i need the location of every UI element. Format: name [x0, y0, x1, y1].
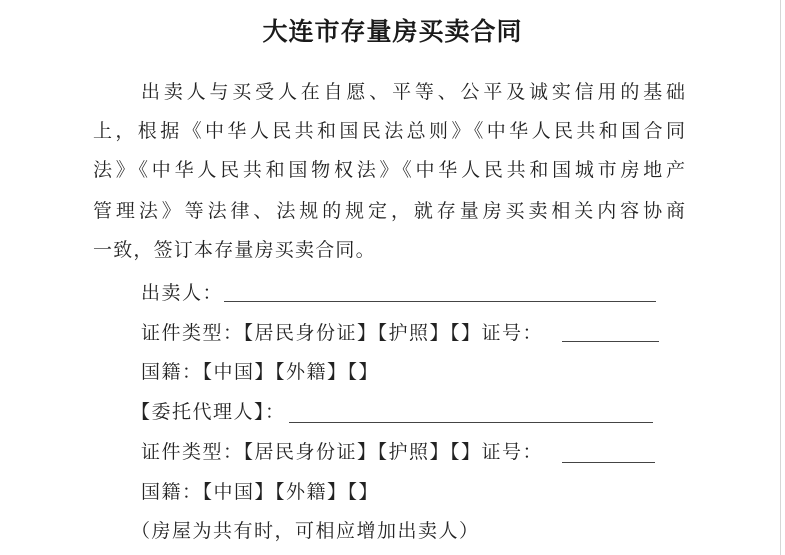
paragraph-line-3: 法》《中华人民共和国物权法》《中华人民共和国城市房地产 — [93, 159, 685, 181]
seller-nationality-line: 国籍：【中国】【外籍】【】 — [141, 361, 380, 383]
agent-label: 【委托代理人】： — [131, 401, 286, 423]
seller-label: 出卖人： — [141, 282, 224, 304]
co-ownership-note: （房屋为共有时，可相应增加出卖人） — [131, 520, 480, 542]
seller-name-blank[interactable] — [224, 301, 656, 302]
paragraph-line-2: 上，根据《中华人民共和国民法总则》《中华人民共和国合同 — [93, 120, 685, 142]
seller-id-type-line: 证件类型：【居民身份证】【护照】【】证号： — [141, 322, 544, 344]
agent-nationality-line: 国籍：【中国】【外籍】【】 — [141, 481, 380, 503]
page-edge — [780, 0, 781, 555]
seller-id-number-blank[interactable] — [562, 341, 659, 342]
paragraph-line-1: 出卖人与买受人在自愿、平等、公平及诚实信用的基础 — [141, 81, 685, 103]
agent-id-type-line: 证件类型：【居民身份证】【护照】【】证号： — [141, 441, 544, 463]
agent-id-number-blank[interactable] — [562, 462, 655, 463]
agent-name-blank[interactable] — [289, 422, 653, 423]
document-title: 大连市存量房买卖合同 — [262, 17, 523, 46]
paragraph-line-4: 管理法》等法律、法规的规定，就存量房买卖相关内容协商 — [93, 200, 685, 222]
paragraph-line-5: 一致，签订本存量房买卖合同。 — [93, 239, 376, 261]
